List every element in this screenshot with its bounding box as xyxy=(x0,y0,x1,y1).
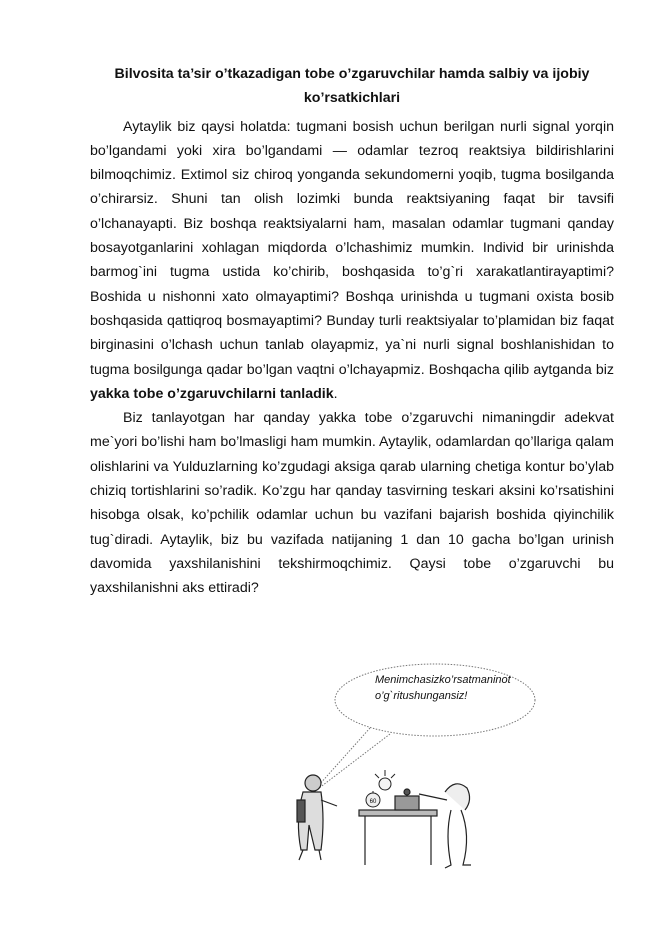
title-line-1: Bilvosita ta’sir o’tkazadigan tobe o’zgaruvchilar hamda salbiy va ijobiy xyxy=(114,66,590,82)
paragraph-1-text: Aytaylik biz qaysi holatda: tugmani bosish uchun berilgan nurli signal yorqin bo’lgandami yoki xira bo’lgandami — odamlar tezroq reaktsiya bildirishlarini bilmoqchimiz. Extimol siz chiroq yonganda sekundomerni yoqib, tugma bosilganda o’chirarsiz. Shuni tan olish lozimki bunda reaktsiyaning faqat bir tavsifi o’lchanayapti. Biz boshqa reaktsiyalarni ham, masalan odamlar tugmani qanday bosayotganlarini xohlagan miqdorda o’lchashimiz mumkin. Individ bir urinishda barmog`ini tugma ustida ko’chirib, boshqasida to’g`ri xarakatlantirayaptimi? Boshida u nishonni xato olmayaptimi? Boshqa urinishda u tugmani oxista bosib boshqasida qattiqroq bosmayaptimi? Bunday turli reaktsiyalar to’plamidan biz faqat birginasini o’lchash uchun tanlab olayapmiz, ya`ni nurli signal boshlanishidan to tugma bosilgunga qadar bo’lgan vaqtni o’lchayapmiz. Boshqacha qilib aytganda biz xyxy=(90,118,614,378)
right-character xyxy=(419,784,471,868)
document-page xyxy=(90,62,614,601)
speech-bubble-text xyxy=(375,672,535,704)
paragraph-1 xyxy=(90,115,614,407)
speech-bubble-tail xyxy=(310,728,390,795)
lamp-icon xyxy=(375,770,395,790)
speech-bubble-line-1: Menimchasizko’rsatmaninot xyxy=(375,674,511,686)
paragraph-1-end: . xyxy=(333,385,338,402)
document-title xyxy=(90,62,614,111)
left-character xyxy=(297,775,337,860)
paragraph-2: Biz tanlayotgan har qanday yakka tobe o’zgaruvchi nimaningdir adekvat me`yori bo’lishi ham bo’lmasligi ham mumkin. Aytaylik, odamlardan qo’llariga qalam olishlarini va Yulduzlarning ko’zgudagi aksiga qarab ularning chetiga kontur bo’ylab chiziq tortishlarini so’radik. Ko’zgu har qanday tasvirning teskari aksini ko’rsatishini hisobga olsak, ko’pchilik odamlar uchun bu vazifani bajarish boshida qiyinchilik tug`diradi. Aytaylik, biz bu vazifada natijaning 1 dan 10 gacha bo’lgan urinish davomida yaxshilanishini tekshirmoqchimiz. Qaysi tobe o’zgaruvchi bu yaxshilanishni aks ettiradi? xyxy=(90,410,614,597)
paragraph-1-highlight: yakka tobe o’zgaruvchilarni tanladik xyxy=(90,385,334,402)
title-line-2: ko’rsatkichlari xyxy=(303,90,401,107)
speech-bubble-line-2: o’g`ritushungansiz! xyxy=(375,690,468,702)
stopwatch-label: 60 xyxy=(369,799,377,805)
